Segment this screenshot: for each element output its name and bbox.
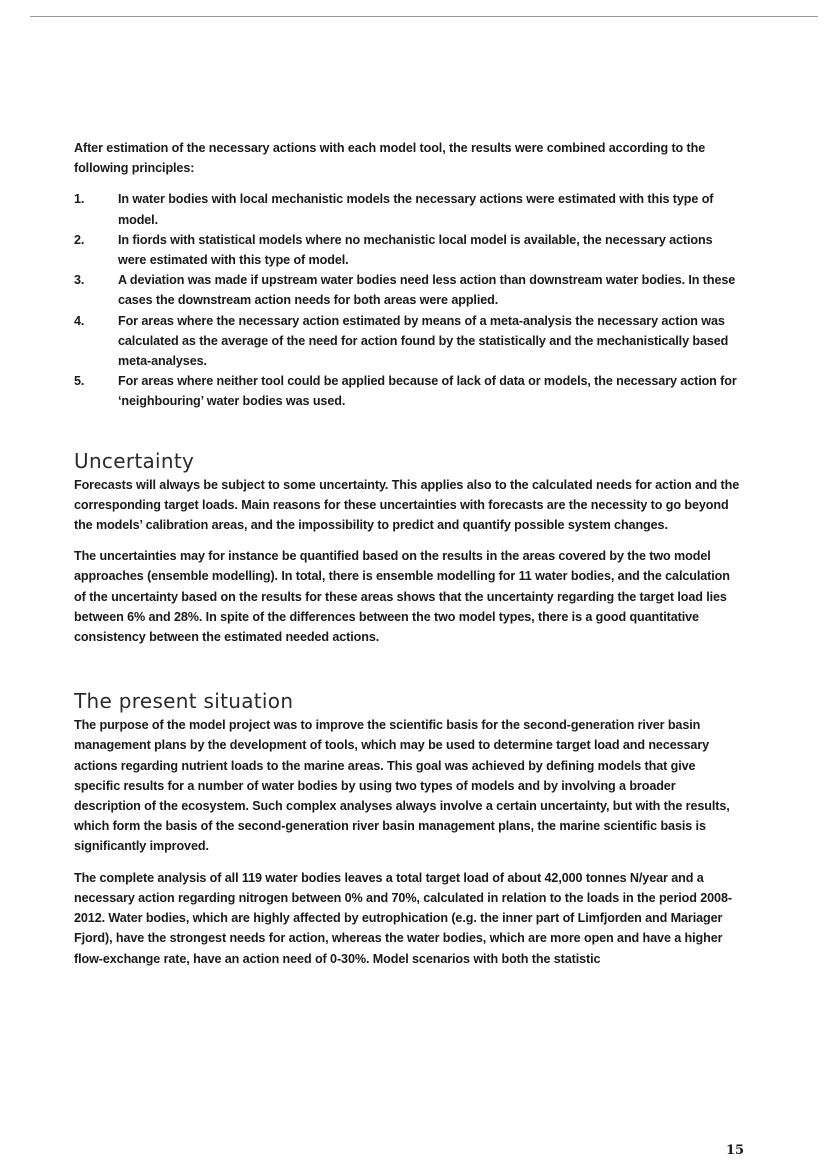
uncertainty-section [74,448,744,648]
list-item-number: 2. [74,232,85,247]
header-rule [30,16,818,17]
list-item [74,311,744,372]
list-item [74,189,744,229]
list-item-text: For areas where the necessary action estimated by means of a meta-analysis the necessary action was calculated as the average of the need for action found by the statistically and the mechanistically based meta-analyses. [118,313,729,369]
uncertainty-paragraph-2: The uncertainties may for instance be quantified based on the results in the areas covered by the two model approaches (ensemble modelling). In total, there is ensemble modelling for 11 water bodies, and the calculation of the uncertainty based on the results for these areas shows that the uncertainty regarding the target load lies between 6% and 28%. In spite of the differences between the two model types, there is a good quantitative consistency between the estimated needed actions. [74,549,730,645]
uncertainty-heading: Uncertainty [74,448,195,473]
page-body [74,138,744,980]
list-item [74,230,744,270]
list-item-text: For areas where neither tool could be applied because of lack of data or models, the necessary action for ‘neighbouring’ water bodies was used. [118,374,737,409]
present-situation-section [74,688,744,968]
uncertainty-paragraph-1: Forecasts will always be subject to some uncertainty. This applies also to the calculated needs for action and the corresponding target loads. Main reasons for these uncertainties with forecasts are the necessity to go beyond the models’ calibration areas, and the impossibility to predict and quantify possible system changes. [74,477,740,533]
list-item [74,270,744,310]
intro-paragraph: After estimation of the necessary actions with each model tool, the results were combined according to the following principles: [74,141,706,176]
list-item-number: 4. [74,313,85,328]
present-situation-paragraph-1: The purpose of the model project was to improve the scientific basis for the second-generation river basin management plans by the development of tools, which may be used to determine target load and necessary actions regarding nutrient loads to the marine areas. This goal was achieved by defining models that give specific results for a number of water bodies by using two types of models and by involving a broader description of the ecosystem. Such complex analyses always involve a certain uncertainty, but with the results, which form the basis of the second-generation river basin management plans, the marine scientific basis is significantly improved. [74,718,730,854]
list-item-text: In fiords with statistical models where no mechanistic local model is available, the necessary actions were estimated with this type of model. [118,232,713,268]
list-item-text: A deviation was made if upstream water bodies need less action than downstream water bodies. In these cases the downstream action needs for both areas were applied. [118,273,736,308]
present-situation-paragraph-2: The complete analysis of all 119 water bodies leaves a total target load of about 42,000 tonnes N/year and a necessary action regarding nitrogen between 0% and 70%, calculated in relation to the loads in the period 2008-2012. Water bodies, which are highly affected by eutrophication (e.g. the inner part of Limfjorden and Mariager Fjord), have the strongest needs for action, whereas the water bodies, which are more open and have a higher flow-exchange rate, have an action need of 0-30%. Model scenarios with both the statistic [74,870,732,966]
list-item-number: 1. [74,192,85,207]
list-item-number: 3. [74,273,85,288]
principles-list [74,189,744,411]
list-item-text: In water bodies with local mechanistic models the necessary actions were estimated with this type of model. [118,192,714,227]
present-situation-heading: The present situation [74,689,294,714]
list-item [74,371,744,411]
page-number: 15 [726,1143,745,1158]
list-item-number: 5. [74,374,85,389]
